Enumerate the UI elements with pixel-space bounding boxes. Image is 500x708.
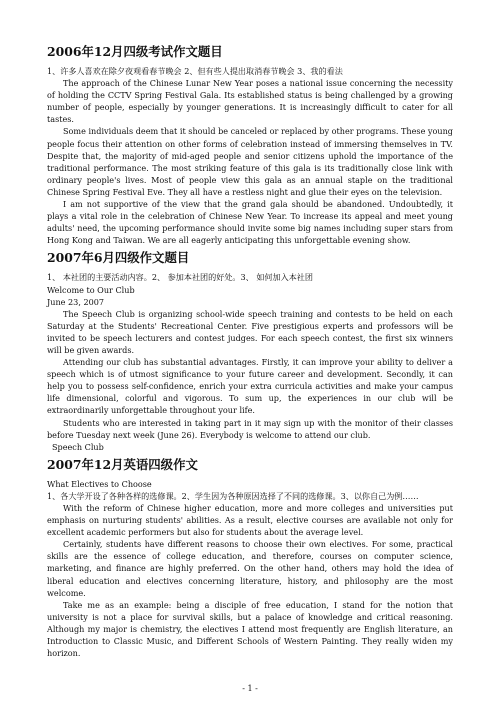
section-title: 2007年12月英语四级作文	[47, 456, 198, 472]
section-title: 2007年6月四级作文题目	[47, 250, 190, 266]
letter-title: Welcome to Our Club	[47, 284, 135, 295]
paragraph: Students who are interested in taking part in it may sign up with the monitor of their classes before Tuesday next week (June 26). Everybody is welcome to attend our club.	[47, 417, 453, 440]
page-number: - 1 -	[242, 684, 258, 693]
paragraph: Attending our club has substantial advantages. Firstly, it can improve your ability to deliver a speech which is of utmost significance to your future career and development. Secondly, it can help you to possess self-confidence, enrich your extra curricula activities and make your campus life dimensional, colorful and vigorous. To sum up, the experiences in our club will be extraordinarily unforgettable throughout your life.	[47, 357, 453, 416]
paragraph: With the reform of Chinese higher education, more and more colleges and universities put emphasis on nurturing students' abilities. As a result, elective courses are available not only for excellent academic performers but also for students about the average level.	[47, 503, 453, 538]
paragraph: Certainly, students have different reasons to choose their own electives. For some, practical skills are the essence of college education, and therefore, courses on computer science, marketing, and finance are highly preferred. On the other hand, others may hold the idea of liberal education and electives concerning literature, history, and philosophy are the most welcome.	[47, 539, 453, 598]
section-2007-06	[47, 250, 453, 452]
essay-prompt: 1、许多人喜欢在除夕夜观看春节晚会 2、但有些人提出取消春节晚会 3、我的看法	[47, 66, 343, 76]
paragraph: I am not supportive of the view that the grand gala should be abandoned. Undoubtedly, it plays a vital role in the celebration of Chinese New Year. To increase its appeal and meet young adults' need, the upcoming performance should invite some big names including super stars from Hong Kong and Taiwan. We are all eagerly anticipating this unforgettable evening show.	[47, 199, 453, 246]
document-page	[47, 44, 453, 663]
letter-date: June 23, 2007	[47, 296, 105, 307]
section-title: 2006年12月四级考试作文题目	[47, 44, 223, 59]
section-2006-12	[47, 44, 453, 246]
paragraph: Some individuals deem that it should be canceled or replaced by other programs. These young people focus their attention on other forms of celebration instead of immersing themselves in TV. Despite that, the majority of mid-aged people and senior citizens uphold the importance of the traditional performance. The most striking feature of this gala is its traditionally close link with ordinary people's lives. Most of people view this gala as an annual staple on the traditional Chinese Spring Festival Eve. They all have a restless night and glue their eyes on the television.	[47, 126, 453, 197]
paragraph: The Speech Club is organizing school-wide speech training and contests to be held on each Saturday at the Students' Recreational Center. Five prestigious experts and professors will be invited to be speech lecturers and contest judges. For each speech contest, the first six winners will be given awards.	[47, 308, 453, 355]
paragraph: Take me as an example: being a disciple of free education, I stand for the notion that university is not a place for survival skills, but a palace of knowledge and critical reasoning. Although my major is chemistry, the electives I attend most frequently are English literature, an Introduction to Classic Music, and Different Schools of Western Painting. They really widen my horizon.	[47, 599, 453, 659]
letter-signature: Speech Club	[52, 441, 104, 452]
essay-title: What Electives to Choose	[47, 478, 152, 489]
section-2007-12	[47, 457, 453, 659]
essay-prompt: 1、各大学开设了各种各样的选修课。2、学生因为各种原因选择了不同的选修课。3、以你自己为例……	[47, 490, 419, 501]
essay-prompt: 1、 本社团的主要活动内容。2、 参加本社团的好处。3、 如何加入本社团	[47, 272, 313, 283]
paragraph: The approach of the Chinese Lunar New Year poses a national issue concerning the necessity of holding the CCTV Spring Festival Gala. Its established status is being challenged by a growing number of people, especially by younger generations. It is increasingly difficult to cater for all tastes.	[47, 78, 453, 125]
